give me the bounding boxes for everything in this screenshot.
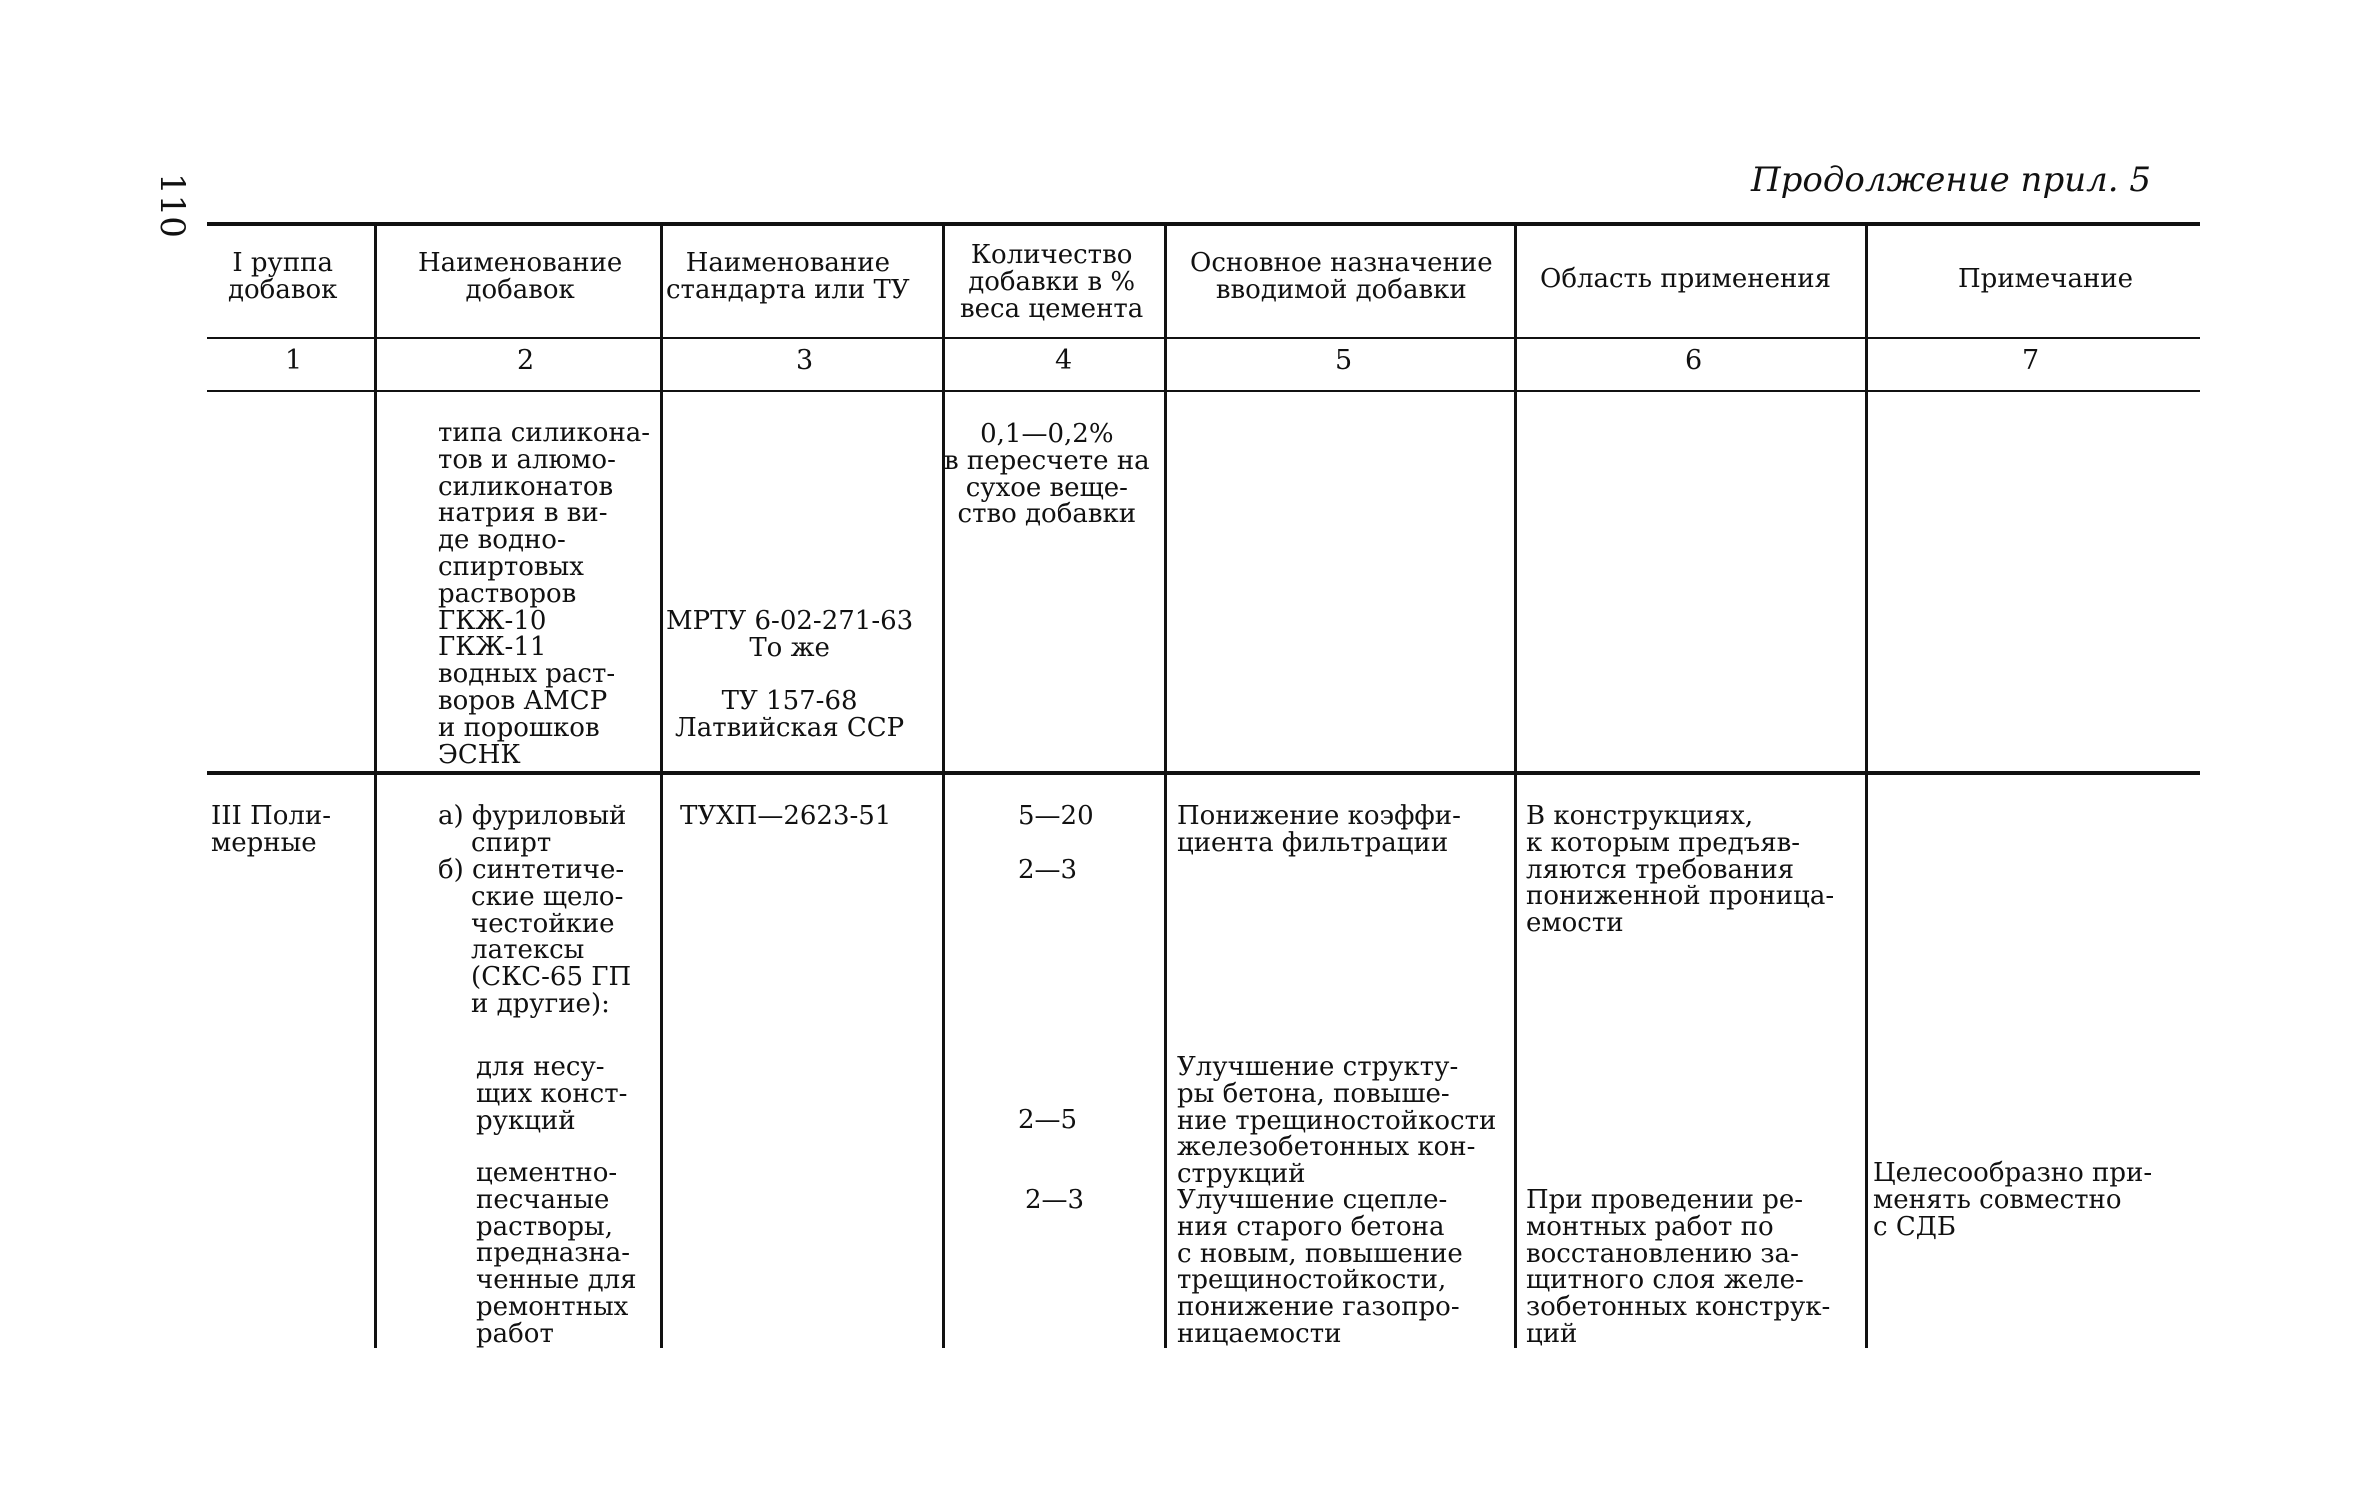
header-bottom-rule xyxy=(207,337,2200,339)
col-number-1: 1 xyxy=(285,345,303,376)
row2-amount-c: 2—5 xyxy=(1018,1105,1078,1135)
page-number: 110 xyxy=(152,173,192,238)
col-divider-5 xyxy=(1514,224,1517,1348)
table-top-rule xyxy=(207,222,2200,226)
header-standard: Наименование стандарта или ТУ xyxy=(666,248,910,305)
col-number-5: 5 xyxy=(1335,345,1353,376)
row2-amount-a: 5—20 xyxy=(1018,801,1094,831)
row2-area-a: В конструкциях, к которым предъяв- ляются требования пониженной проница- емости xyxy=(1526,801,1835,939)
row2-amount-b: 2—3 xyxy=(1018,855,1078,885)
header-additive-name: Наименование добавок xyxy=(418,248,623,305)
col-number-6: 6 xyxy=(1685,345,1703,376)
col-divider-6 xyxy=(1865,224,1868,1348)
row2-amount-d: 2—3 xyxy=(1025,1185,1085,1215)
col-divider-3 xyxy=(942,224,945,1348)
row2-additive-b: б) синтетиче- ские щело- честойкие латексы (СКС-65 ГП и другие): xyxy=(438,855,632,1019)
row2-additive-d: цементно- песчаные растворы, предназна- ченные для ремонтных работ xyxy=(476,1158,637,1349)
row1-additive-name: типа силиконa- тов и алюмо- силиконатов натрия в ви- де водно- спиртовых растворов ГКЖ-10 ГКЖ-11 водных раст- воров АМСР и порошков ЭСНК xyxy=(438,418,651,770)
row2-area-d: При проведении ре- монтных работ по восстановлению за- щитного слоя желе- зобетонных конструк- ций xyxy=(1526,1185,1831,1349)
row1-amount: 0,1—0,2% в пересчете на сухое веще- ство добавки xyxy=(944,419,1150,530)
colnum-bottom-rule xyxy=(207,390,2200,392)
row2-additive-c: для несу- щих конст- рукций xyxy=(476,1052,628,1136)
header-purpose: Основное назначение вводимой добавки xyxy=(1190,248,1493,305)
row1-bottom-rule xyxy=(207,771,2200,775)
row2-standard: ТУХП—2623-51 xyxy=(680,801,892,831)
col-divider-2 xyxy=(660,224,663,1348)
header-amount: Количество добавки в % веса цемента xyxy=(960,240,1144,324)
col-number-3: 3 xyxy=(796,345,814,376)
col-divider-1 xyxy=(374,224,377,1348)
continuation-caption: Продолжение прил. 5 xyxy=(1751,160,2151,200)
row2-group: III Поли- мерные xyxy=(211,801,332,858)
col-divider-4 xyxy=(1164,224,1167,1348)
col-number-4: 4 xyxy=(1055,345,1073,376)
header-note: Примечание xyxy=(1958,264,2133,294)
row2-note: Целесообразно при- менять совместно с СДБ xyxy=(1873,1158,2153,1242)
row1-standard: МРТУ 6-02-271-63 То же ТУ 157-68 Латвийская ССР xyxy=(666,606,914,744)
row2-purpose-d: Улучшение сцепле- ния старого бетона с новым, повышение трещиностойкости, понижение газопро- ницаемости xyxy=(1177,1185,1463,1349)
col-number-7: 7 xyxy=(2022,345,2040,376)
row2-purpose-c: Улучшение структу- ры бетона, повыше- ние трещиностойкости железобетонных кон- струкций xyxy=(1177,1052,1497,1190)
col-number-2: 2 xyxy=(517,345,535,376)
row2-additive-a: а) фуриловый спирт xyxy=(438,801,627,858)
row2-purpose-a: Понижение коэффи- циента фильтрации xyxy=(1177,801,1461,858)
header-area: Область применения xyxy=(1540,264,1832,294)
header-group: I руппа добавок xyxy=(228,248,338,305)
